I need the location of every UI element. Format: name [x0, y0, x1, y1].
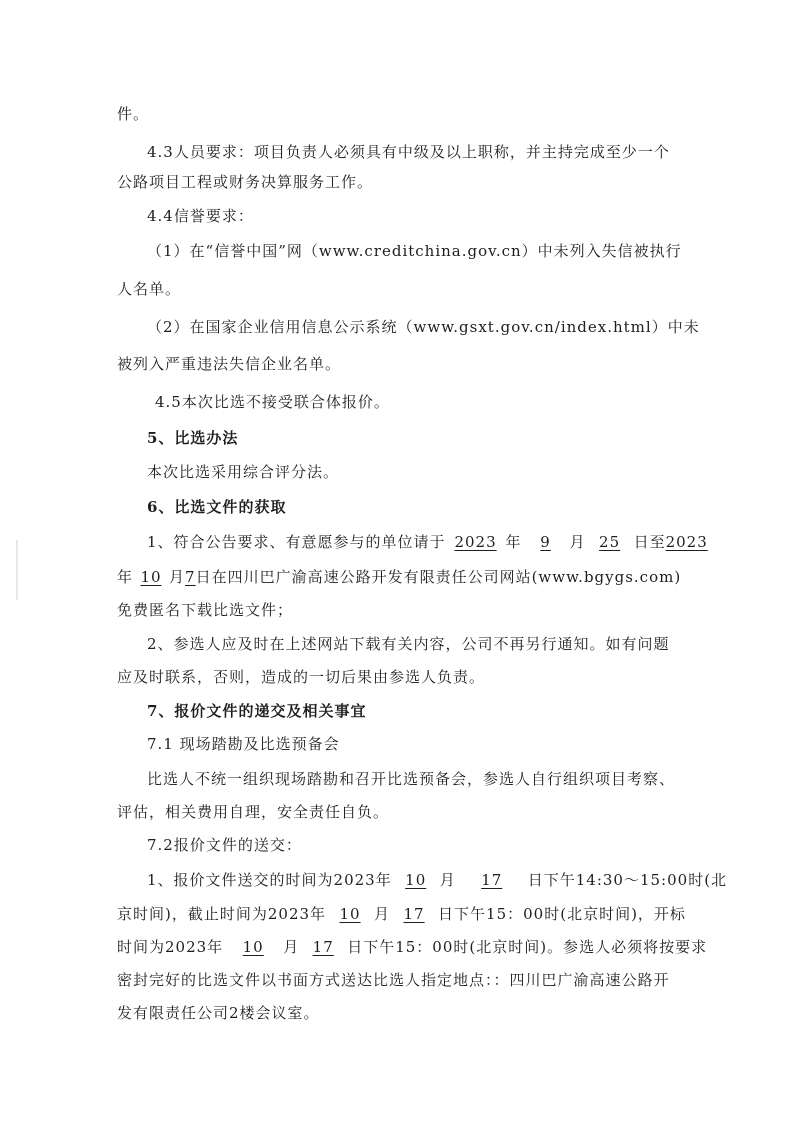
text-span: 月	[283, 938, 300, 956]
section-heading-5: 5、比选办法	[147, 429, 239, 447]
text-span: 日下午15：00时(北京时间)。参选人必须将按要求	[347, 938, 708, 956]
text-line: 评估，相关费用自理，安全责任自负。	[117, 803, 390, 821]
section-heading-7: 7、报价文件的递交及相关事宜	[147, 702, 367, 720]
end-year: 2023	[665, 533, 708, 551]
personnel-requirement: 4.3人员要求：项目负责人必须具有中级及以上职称，并主持完成至少一个	[147, 143, 670, 161]
text-line: 本次比选采用综合评分法。	[147, 463, 340, 481]
text-span: 时间为2023年	[117, 938, 224, 956]
text-line	[117, 566, 682, 588]
text-line: 被列入严重违法失信企业名单。	[117, 355, 342, 373]
text-line: 2、参选人应及时在上述网站下载有关内容，公司不再另行通知。如有问题	[147, 635, 670, 653]
opening-day: 17	[312, 938, 334, 956]
subsection-heading-7-1: 7.1 现场踏勘及比选预备会	[147, 735, 340, 753]
opening-time-line	[117, 936, 708, 958]
text-span: 京时间)，截止时间为2023年	[117, 905, 327, 923]
text-line: 公路项目工程或财务决算服务工作。	[117, 173, 374, 191]
text-span: 日至	[633, 533, 666, 551]
text-span: 月	[169, 568, 186, 586]
end-day: 7	[185, 568, 196, 586]
submission-day: 17	[481, 871, 503, 889]
text-line: 比选人不统一组织现场踏勘和召开比选预备会，参选人自行组织项目考察、	[147, 770, 676, 788]
text-span: 月	[374, 905, 391, 923]
text-span: 1、符合公告要求、有意愿参与的单位请于	[147, 533, 446, 551]
text-span: 年	[505, 533, 522, 551]
credit-item-2: （2）在国家企业信用信息公示系统（www.gsxt.gov.cn/index.html）中未	[147, 318, 700, 336]
text-line: 人名单。	[117, 280, 182, 298]
text-line: 发有限责任公司2楼会议室。	[117, 1004, 320, 1022]
text-span: 1、报价文件送交的时间为2023年	[147, 871, 392, 889]
scan-edge-mark	[16, 540, 18, 600]
subsection-heading-7-2: 7.2报价文件的送交：	[147, 836, 302, 854]
text-line: 应及时联系，否则，造成的一切后果由参选人负责。	[117, 668, 486, 686]
start-year: 2023	[454, 533, 497, 551]
end-month: 10	[140, 568, 162, 586]
start-month: 9	[540, 533, 551, 551]
deadline-line	[117, 903, 686, 925]
submission-month: 10	[405, 871, 427, 889]
text-span: 年	[117, 568, 134, 586]
consortium-clause: 4.5本次比选不接受联合体报价。	[155, 393, 390, 411]
text-line: 密封完好的比选文件以书面方式送达比选人指定地点：：四川巴广渝高速公路开	[117, 971, 670, 989]
text-span: 月	[439, 871, 456, 889]
deadline-day: 17	[403, 905, 425, 923]
submission-time-line	[147, 869, 728, 891]
credit-requirement-heading: 4.4信誉要求：	[147, 207, 254, 225]
section-heading-6: 6、比选文件的获取	[147, 498, 287, 516]
deadline-month: 10	[339, 905, 361, 923]
text-span: 日在四川巴广渝高速公路开发有限责任公司网站(www.bgygs.com)	[195, 568, 682, 586]
start-day: 25	[599, 533, 621, 551]
download-period-line	[147, 531, 707, 553]
text-line: 免费匿名下载比选文件；	[117, 601, 294, 619]
text-span: 日下午14:30～15:00时(北	[527, 871, 728, 889]
credit-item-1: （1）在“信誉中国”网（www.creditchina.gov.cn）中未列入失信被执行	[147, 242, 682, 260]
opening-month: 10	[242, 938, 264, 956]
text-span: 日下午15：00时(北京时间)，开标	[438, 905, 686, 923]
text-span: 月	[569, 533, 586, 551]
text-line: 件。	[117, 105, 150, 123]
